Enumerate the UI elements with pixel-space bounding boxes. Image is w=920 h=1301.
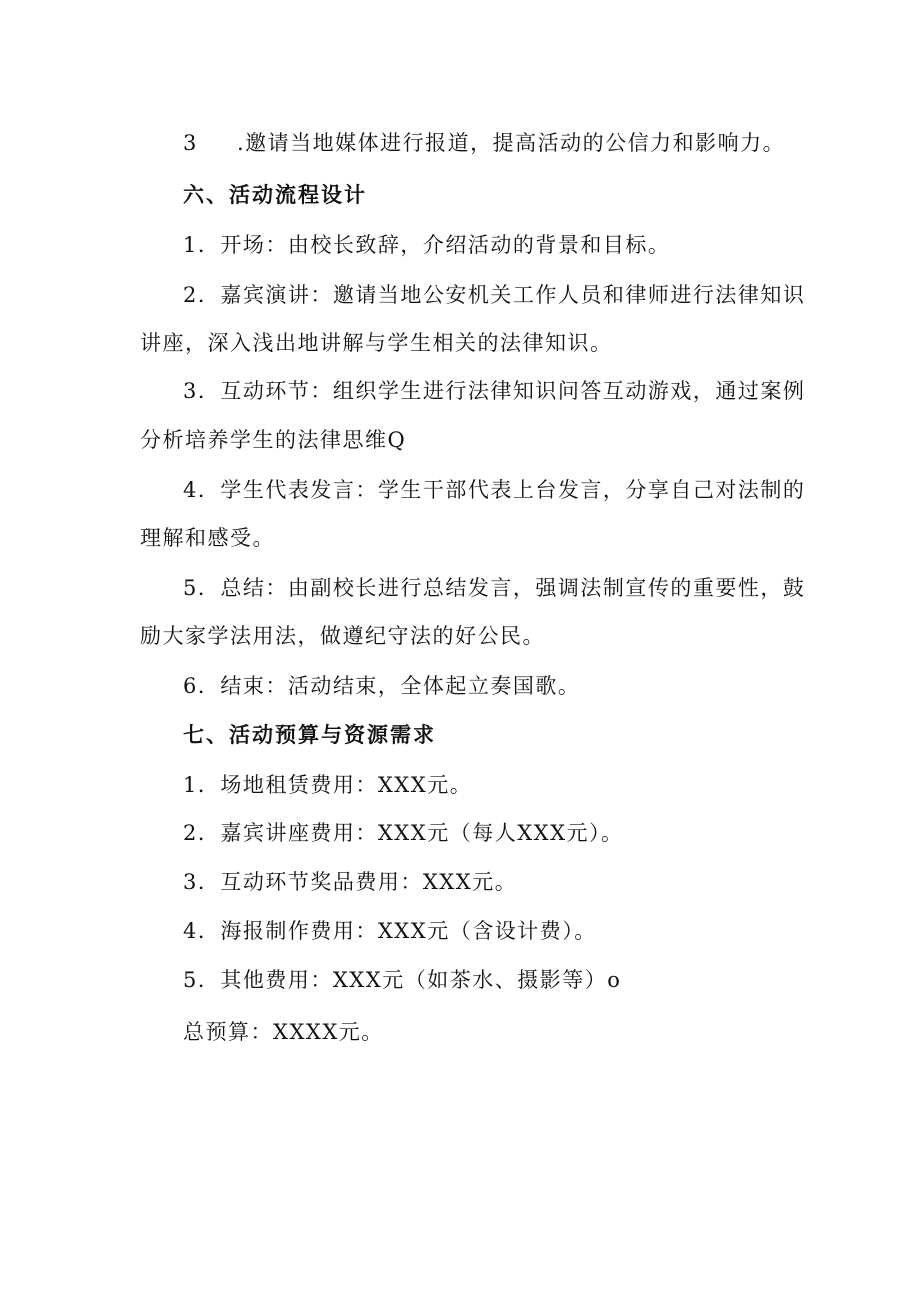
budget-item-4: 4．海报制作费用：XXX元（含设计费）。 (183, 919, 597, 943)
item-3-text: .邀请当地媒体进行报道，提高活动的公信力和影响力。 (237, 131, 786, 155)
flow-item-3-line-2: 分析培养学生的法律思维Q (140, 428, 407, 452)
budget-item-3: 3．互动环节奖品费用：XXX元。 (183, 870, 518, 894)
flow-item-5-line-2: 励大家学法用法，做遵纪守法的好公民。 (140, 624, 545, 648)
flow-item-6: 6．结束：活动结束，全体起立奏国歌。 (183, 674, 581, 698)
budget-item-5: 5．其他费用：XXX元（如茶水、摄影等）o (183, 968, 622, 992)
budget-item-1: 1．场地租赁费用：XXX元。 (183, 773, 473, 797)
item-3-number: 3 (183, 131, 198, 155)
section-7-heading: 七、活动预算与资源需求 (183, 723, 436, 747)
flow-item-2-line-1: 2．嘉宾演讲：邀请当地公安机关工作人员和律师进行法律知识 (183, 283, 806, 307)
total-budget: 总预算：XXXX元。 (183, 1020, 384, 1044)
flow-item-1: 1．开场：由校长致辞，介绍活动的背景和目标。 (183, 233, 671, 257)
flow-item-4-line-1: 4．学生代表发言：学生干部代表上台发言，分享自己对法制的 (183, 478, 806, 502)
flow-item-5-line-1: 5．总结：由副校长进行总结发言，强调法制宣传的重要性，鼓 (183, 576, 806, 600)
budget-item-2: 2．嘉宾讲座费用：XXX元（每人XXX元）。 (183, 821, 624, 845)
section-6-heading: 六、活动流程设计 (183, 183, 367, 207)
flow-item-4-line-2: 理解和感受。 (140, 526, 275, 550)
flow-item-3-line-1: 3．互动环节：组织学生进行法律知识问答互动游戏，通过案例 (183, 379, 806, 403)
item-3-media (183, 133, 833, 154)
flow-item-2-line-2: 讲座，深入浅出地讲解与学生相关的法律知识。 (140, 331, 613, 355)
